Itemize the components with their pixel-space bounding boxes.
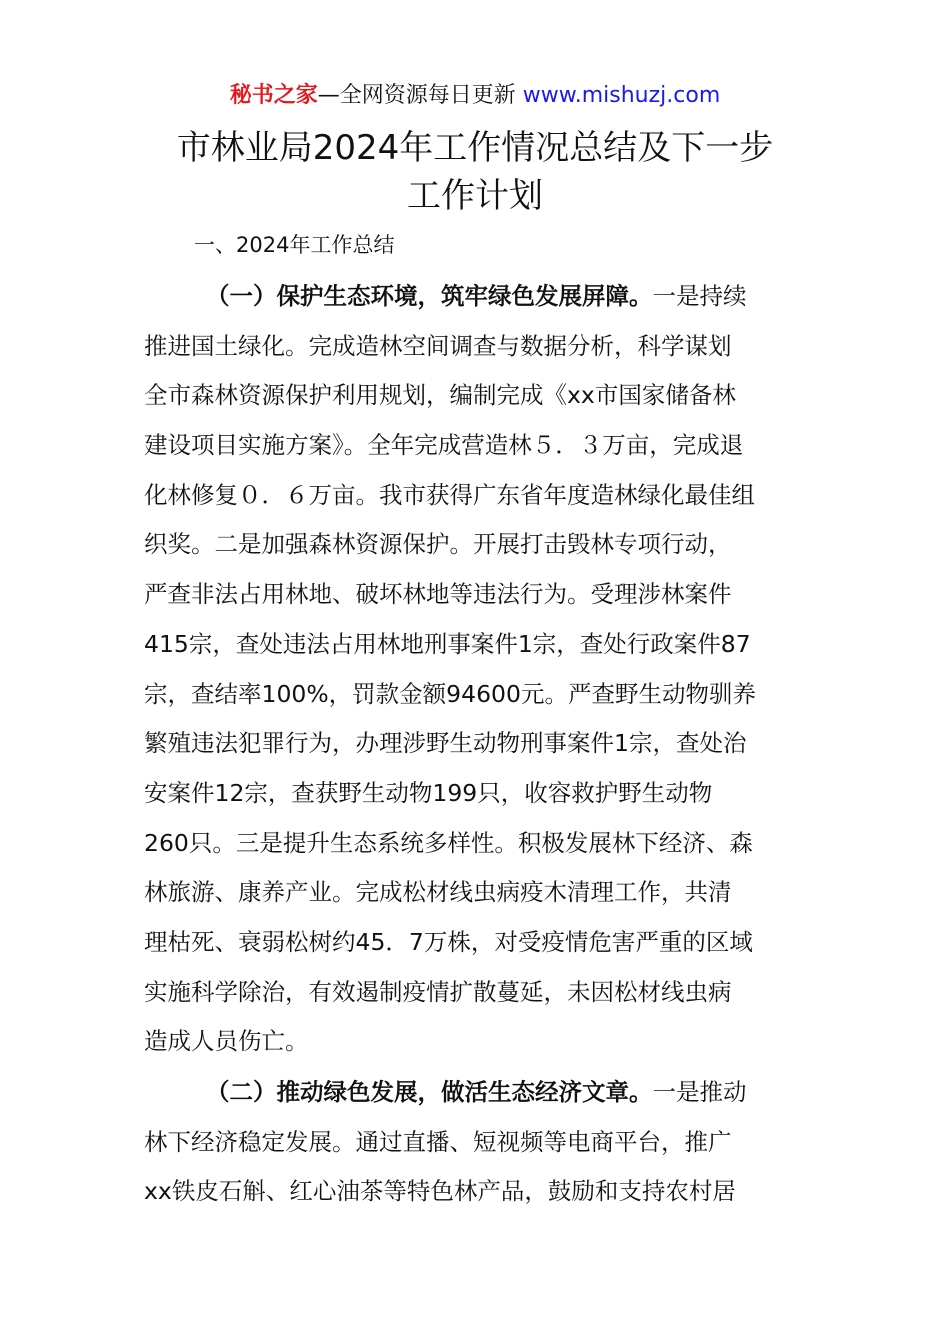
paragraph-line: 造成人员伤亡。 <box>144 1027 309 1056</box>
site-header <box>0 80 950 112</box>
paragraph-line: 全市森林资源保护利用规划，编制完成《xx市国家储备林 <box>144 381 736 410</box>
site-brand: 秘书之家 <box>229 83 318 108</box>
paragraph-line: 理枯死、衰弱松树约45．7万株，对受疫情危害严重的区域 <box>144 927 753 956</box>
document-title <box>120 124 830 220</box>
paragraph-line: 宗，查结率100%，罚款金额94600元。严查野生动物驯养 <box>144 679 756 708</box>
paragraph-line: 化林修复０．６万亩。我市获得广东省年度造林绿化最佳组 <box>144 480 755 509</box>
paragraph-line: 林下经济稳定发展。通过直播、短视频等电商平台，推广 <box>144 1127 732 1156</box>
paragraph-line-text: 一是持续 <box>652 282 747 310</box>
paragraph-line: 推进国土绿化。完成造林空间调查与数据分析，科学谋划 <box>144 331 732 360</box>
paragraph-line: 安案件12宗，查获野生动物199只，收容救护野生动物 <box>144 778 713 807</box>
paragraph-lead-heading: （一）保护生态环境，筑牢绿色发展屏障。 <box>206 282 653 310</box>
title-line-2: 工作计划 <box>407 176 543 216</box>
paragraph-line: 织奖。二是加强森林资源保护。开展打击毁林专项行动， <box>144 530 732 559</box>
paragraph-line-text: 一是推动 <box>652 1078 747 1106</box>
paragraph-line: 实施科学除治，有效遏制疫情扩散蔓延，未因松材线虫病 <box>144 977 732 1006</box>
paragraph-line <box>144 272 824 322</box>
title-line-1: 市林业局2024年工作情况总结及下一步 <box>176 128 774 168</box>
paragraph-line: 415宗，查处违法占用林地刑事案件1宗，查处行政案件87 <box>144 629 751 658</box>
site-url-link[interactable]: www.mishuzj.com <box>522 83 721 108</box>
paragraph-line: 繁殖违法犯罪行为，办理涉野生动物刑事案件1宗，查处治 <box>144 729 747 758</box>
paragraph-line: 林旅游、康养产业。完成松材线虫病疫木清理工作，共清 <box>144 878 732 907</box>
paragraph-2 <box>144 1068 824 1217</box>
paragraph-line: 260只。三是提升生态系统多样性。积极发展林下经济、森 <box>144 828 753 857</box>
paragraph-line <box>144 1068 824 1118</box>
paragraph-line: 建设项目实施方案》。全年完成营造林５．３万亩，完成退 <box>144 431 744 460</box>
paragraph-lead-heading: （二）推动绿色发展，做活生态经济文章。 <box>206 1078 653 1106</box>
paragraph-line: xx铁皮石斛、红心油茶等特色林产品，鼓励和支持农村居 <box>144 1177 736 1206</box>
paragraph-1 <box>144 272 824 1067</box>
site-tagline: —全网资源每日更新 <box>317 83 523 108</box>
paragraph-line: 严查非法占用林地、破坏林地等违法行为。受理涉林案件 <box>144 580 732 609</box>
section-heading-summary: 一、2024年工作总结 <box>194 233 395 257</box>
